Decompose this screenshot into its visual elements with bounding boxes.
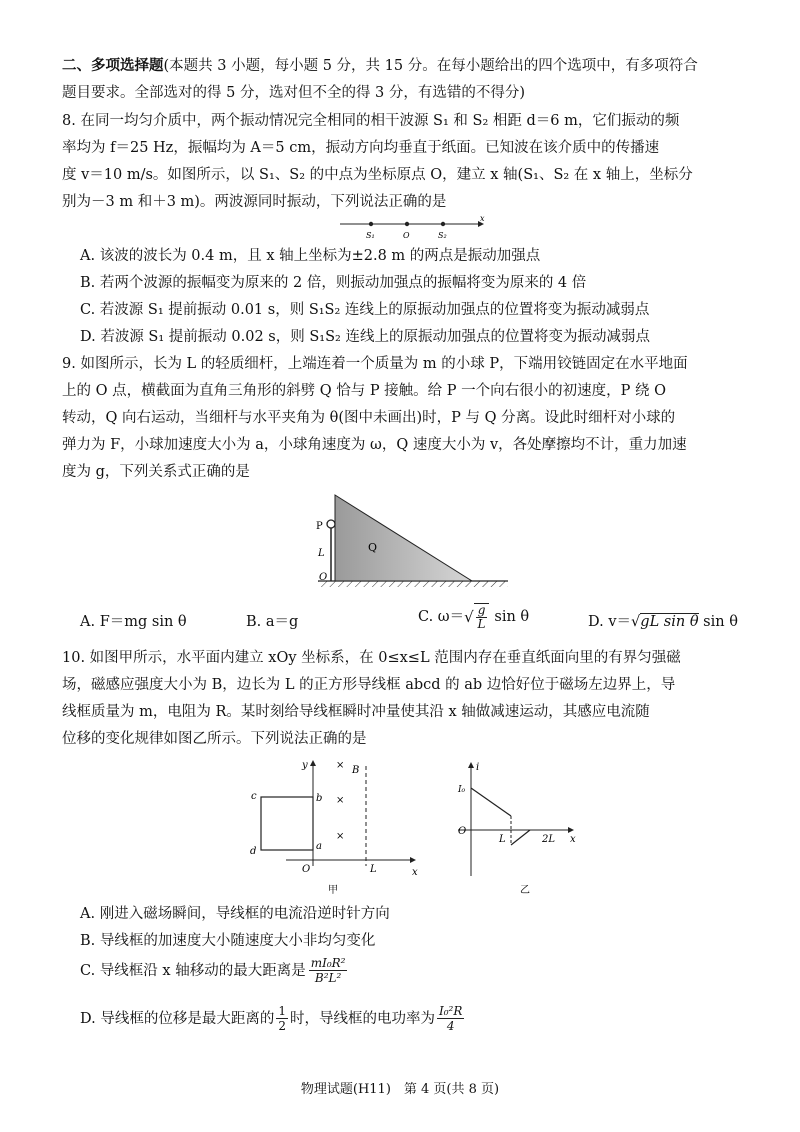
- q9-option-d-radicand: gL sin θ: [640, 614, 699, 630]
- jia-field-mark-1: ×: [336, 760, 345, 771]
- q8-axis-figure: [340, 214, 485, 240]
- jia-y-label: y: [302, 760, 308, 771]
- jia-field-mark-3: ×: [336, 831, 345, 842]
- q8-line-4: 别为－3 m 和＋3 m)。两波源同时振动，下列说法正确的是: [62, 194, 447, 210]
- q10-option-c-den: B²L²: [314, 971, 342, 985]
- q10-option-a: A. 刚进入磁场瞬间，导线框的电流沿逆时针方向: [80, 906, 390, 922]
- sqrt-icon: √: [631, 614, 641, 630]
- q9-line-5: 度为 g，下列关系式正确的是: [62, 464, 250, 480]
- q10-option-d-half-den: 2: [278, 1019, 286, 1033]
- q9-line-1: 9. 如图所示，长为 L 的轻质细杆，上端连着一个质量为 m 的小球 P，下端用铰链固定在水平地面: [62, 356, 688, 372]
- q10-option-c-fraction: [309, 956, 348, 985]
- q9-ground-hatch: [318, 581, 508, 587]
- q8-option-b: B. 若两个波源的振幅变为原来的 2 倍，则振动加强点的振幅将变为原来的 4 倍: [80, 275, 587, 291]
- q9-option-c-suffix: sin θ: [494, 609, 530, 625]
- yi-x-label: x: [570, 834, 576, 845]
- jia-b-field-label: B: [352, 765, 360, 776]
- jia-l-label: L: [370, 864, 377, 875]
- jia-caption: 甲: [328, 885, 338, 896]
- q8-option-c: C. 若波源 S₁ 提前振动 0.01 s，则 S₁S₂ 连线上的原振动加强点的位置将变为振动减弱点: [80, 302, 650, 318]
- q9-ball: [327, 520, 335, 528]
- section-desc-2: 题目要求。全部选对的得 5 分，选对但不全的得 3 分，有选错的不得分): [62, 85, 526, 101]
- yi-current-segment-1: [471, 788, 511, 816]
- q8-o-label: O: [403, 231, 410, 240]
- jia-d-label: d: [250, 846, 257, 857]
- q8-line-1: 8. 在同一均匀介质中，两个振动情况完全相同的相干波源 S₁ 和 S₂ 相距 d＝6 m，它们振动的频: [62, 113, 680, 129]
- q8-option-d: D. 若波源 S₁ 提前振动 0.02 s，则 S₁S₂ 连线上的原振动加强点的位置将变为振动减弱点: [80, 329, 650, 345]
- q10-option-d-half-num: 1: [278, 1004, 286, 1018]
- q9-option-c-den: L: [477, 617, 486, 631]
- jia-wire-frame: [261, 797, 313, 850]
- jia-x-label: x: [412, 867, 418, 878]
- q10-line-1: 10. 如图甲所示，水平面内建立 xOy 坐标系，在 0≤x≤L 范围内存在垂直纸面向里的有界匀强磁: [62, 650, 681, 666]
- q9-figure: [316, 495, 508, 587]
- section-desc-1: (本题共 3 小题，每小题 5 分，共 15 分。在每小题给出的四个选项中，有多项符合: [163, 58, 698, 74]
- q9-wedge: [335, 495, 472, 581]
- section-title: 二、多项选择题: [62, 58, 164, 74]
- q9-line-2: 上的 O 点，横截面为直角三角形的斜劈 Q 恰与 P 接触。给 P 一个向右很小的初速度，P 绕 O: [62, 383, 667, 399]
- q9-option-d-suffix: sin θ: [703, 614, 738, 630]
- q9-option-d: [588, 612, 738, 632]
- q9-line-3: 转动，Q 向右运动，当细杆与水平夹角为 θ(图中未画出)时，P 与 Q 分离。设此时细杆对小球的: [62, 410, 676, 426]
- q10-option-d-fraction: [437, 1004, 464, 1033]
- yi-i0-label: I₀: [458, 785, 466, 795]
- q10-figure-yi: [457, 762, 576, 896]
- q9-option-b: B. a＝g: [246, 614, 299, 630]
- jia-y-arrow: [310, 760, 316, 766]
- q9-option-a: A. F＝mg sin θ: [80, 614, 187, 630]
- q8-s2-label: S₂: [438, 231, 447, 240]
- q10-option-c-num: mI₀R²: [310, 956, 346, 970]
- q8-x-label: x: [480, 214, 485, 223]
- q8-s2-point: [441, 222, 445, 226]
- q10-option-c: [80, 956, 347, 985]
- yi-caption: 乙: [520, 885, 530, 896]
- q8-line-2: 率均为 f＝25 Hz，振幅均为 A＝5 cm，振动方向均垂直于纸面。已知波在该介质中的传播速: [62, 140, 660, 156]
- q9-line-4: 弹力为 F，小球加速度大小为 a，小球角速度为 ω，Q 速度大小为 v，各处摩擦均不计，重力加速: [62, 437, 687, 453]
- q9-q-label: Q: [368, 541, 378, 554]
- yi-o-label: O: [458, 826, 467, 837]
- q10-option-b: B. 导线框的加速度大小随速度大小非均匀变化: [80, 933, 376, 949]
- yi-i-label: i: [476, 762, 480, 773]
- yi-2l-label: 2L: [542, 834, 556, 845]
- jia-field-mark-2: ×: [336, 795, 345, 806]
- q10-line-2: 场，磁感应强度大小为 B，边长为 L 的正方形导线框 abcd 的 ab 边恰好位于磁场左边界上，导: [62, 677, 676, 693]
- q9-option-c-num: g: [477, 603, 486, 617]
- q9-option-c: [418, 603, 529, 631]
- q8-option-a: A. 该波的波长为 0.4 m，且 x 轴上坐标为±2.8 m 的两点是振动加强点: [80, 248, 541, 264]
- q10-option-d-prefix: D. 导线框的位移是最大距离的: [80, 1010, 275, 1027]
- q10-option-c-prefix: C. 导线框沿 x 轴移动的最大距离是: [80, 962, 306, 979]
- jia-x-arrow: [410, 857, 416, 863]
- q10-option-d-num: I₀²R: [438, 1004, 463, 1018]
- page-footer: 物理试题(H11) 第 4 页(共 8 页): [300, 1082, 500, 1097]
- q10-option-d: [80, 1004, 464, 1033]
- q9-option-c-prefix: C. ω＝: [418, 609, 465, 625]
- yi-l-label: L: [499, 834, 506, 845]
- q10-line-3: 线框质量为 m，电阻为 R。某时刻给导线框瞬时冲量使其沿 x 轴做减速运动，其感应电流随: [62, 704, 650, 720]
- jia-a-label: a: [316, 841, 322, 852]
- yi-x-arrow: [568, 827, 574, 833]
- q10-figure-jia: [250, 760, 418, 896]
- jia-b-label: b: [316, 793, 323, 804]
- q10-option-d-half: [276, 1004, 288, 1033]
- sqrt-icon: √: [464, 608, 474, 626]
- q10-line-4: 位移的变化规律如图乙所示。下列说法正确的是: [62, 731, 367, 747]
- q8-s1-point: [369, 222, 373, 226]
- q9-o-label: O: [319, 572, 328, 583]
- q9-l-label: L: [318, 548, 325, 559]
- yi-i-arrow: [468, 762, 474, 768]
- q8-line-3: 度 v＝10 m/s。如图所示，以 S₁、S₂ 的中点为坐标原点 O，建立 x 轴(S₁、S₂ 在 x 轴上，坐标分: [62, 167, 693, 183]
- q8-origin-point: [405, 222, 409, 226]
- jia-c-label: c: [251, 791, 257, 802]
- q9-option-d-prefix: D. v＝: [588, 614, 632, 630]
- q10-option-d-mid: 时，导线框的电功率为: [289, 1010, 435, 1027]
- q10-option-d-den: 4: [446, 1019, 455, 1033]
- jia-o-label: O: [302, 864, 311, 875]
- q8-s1-label: S₁: [366, 231, 375, 240]
- q9-option-c-fraction: [474, 603, 490, 631]
- q9-p-label: P: [316, 521, 323, 532]
- yi-current-segment-2: [511, 830, 530, 845]
